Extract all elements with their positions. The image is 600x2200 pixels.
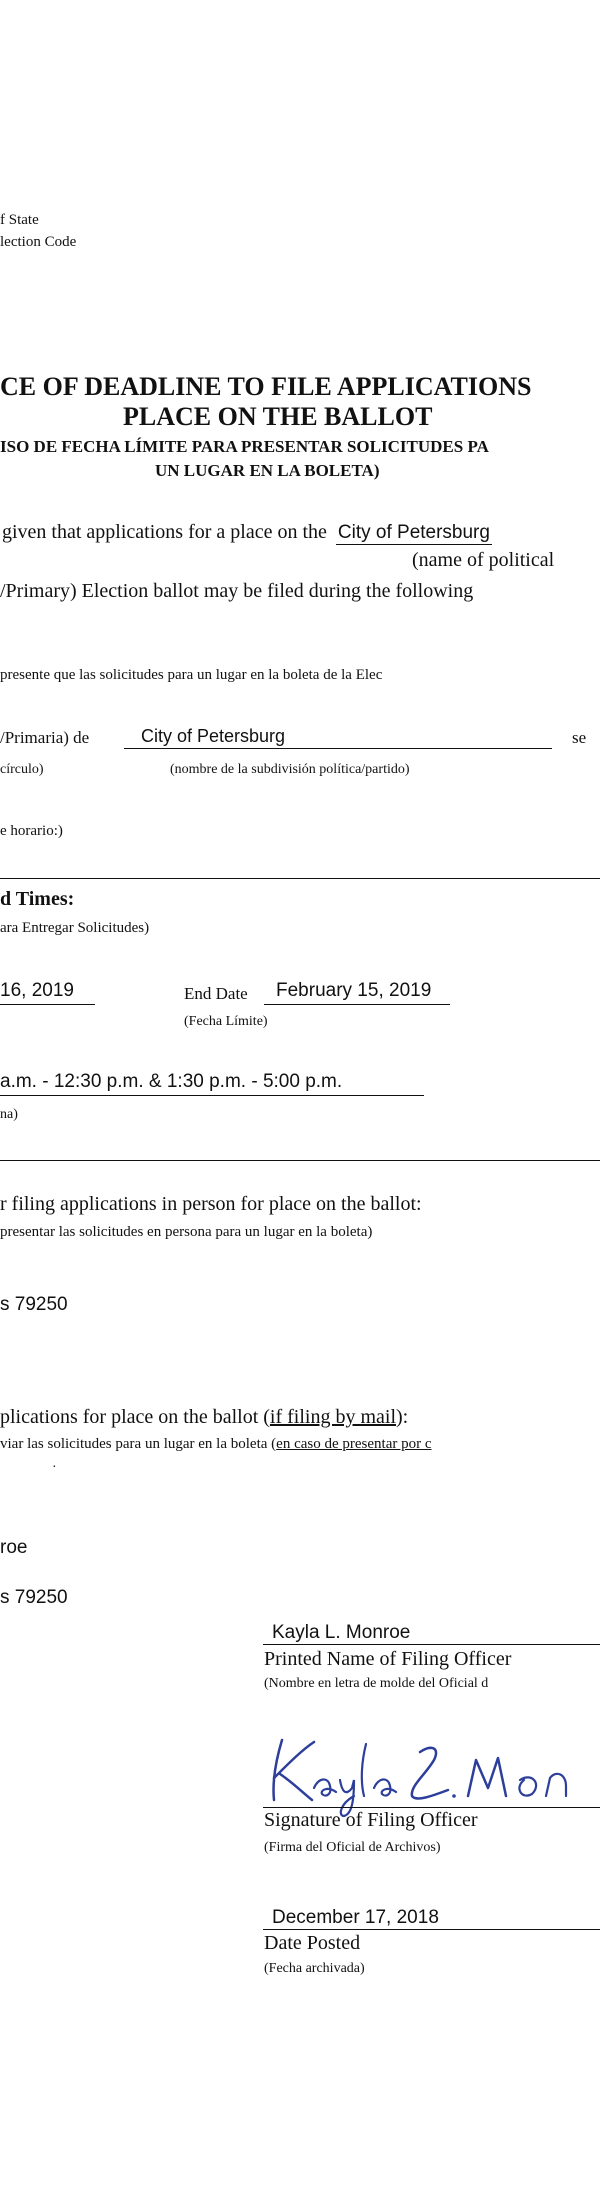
by-mail-heading-es-prefix: viar las solicitudes para un lugar en la boleta ( <box>0 1436 277 1452</box>
intro-es-line-1: presente que las solicitudes para un lugar en la boleta de la Elec <box>0 667 383 683</box>
printed-name-label-es: (Nombre en letra de molde del Oficial d <box>264 1676 489 1691</box>
in-person-heading: r filing applications in person for place on the ballot: <box>0 1193 422 1215</box>
by-mail-address: s 79250 <box>0 1587 68 1608</box>
stray-mark: · <box>52 1460 57 1475</box>
date-posted-underline <box>263 1929 600 1930</box>
es-subdivision-underline <box>124 748 552 749</box>
intro-es-line-3-right: (nombre de la subdivisión política/partido) <box>170 762 410 777</box>
political-subdivision-value-text: City of Petersburg <box>337 522 490 543</box>
date-posted-label: Date Posted <box>264 1932 361 1954</box>
intro-es-line-2-suffix: se <box>572 728 587 747</box>
in-person-heading-es: presentar las solicitudes en persona para un lugar en la boleta) <box>0 1224 373 1240</box>
by-mail-heading-suffix: ): <box>396 1406 409 1428</box>
end-date-label: End Date <box>184 984 248 1003</box>
signature-label: Signature of Filing Officer <box>264 1809 478 1831</box>
signature-image <box>262 1730 600 1810</box>
dates-heading: d Times: <box>0 888 75 910</box>
by-mail-heading-es <box>0 1436 432 1453</box>
start-date-underline <box>0 1004 95 1005</box>
intro-es-line-4: e horario:) <box>0 823 63 839</box>
intro-es-line-3-left: círculo) <box>0 762 44 777</box>
intro-es-line-2-prefix: /Primaria) de <box>0 728 90 747</box>
start-date-value: 16, 2019 <box>0 980 74 1001</box>
political-subdivision-value <box>336 521 492 545</box>
by-mail-heading-link: if filing by mail <box>269 1406 397 1428</box>
divider-top <box>0 878 600 879</box>
date-posted-label-es: (Fecha archivada) <box>264 1961 365 1976</box>
printed-name-underline <box>263 1644 600 1645</box>
printed-name-label: Printed Name of Filing Officer <box>264 1648 512 1670</box>
office-hours-underline <box>0 1095 424 1096</box>
end-date-underline <box>264 1004 450 1005</box>
title-spanish-2: UN LUGAR EN LA BOLETA) <box>155 461 380 480</box>
header-line-1: f State <box>0 212 39 228</box>
end-date-label-es: (Fecha Límite) <box>184 1014 268 1029</box>
by-mail-heading-prefix: plications for place on the ballot ( <box>0 1406 270 1428</box>
title-english-1: CE OF DEADLINE TO FILE APPLICATIONS <box>0 372 532 401</box>
title-spanish-1: ISO DE FECHA LÍMITE PARA PRESENTAR SOLICITUDES PA <box>0 437 489 456</box>
intro-en-line-2: (name of political <box>412 549 555 571</box>
intro-en-line-1 <box>2 521 492 545</box>
intro-en-line-3: /Primary) Election ballot may be filed during the following <box>0 580 474 602</box>
office-hours-value: a.m. - 12:30 p.m. & 1:30 p.m. - 5:00 p.m. <box>0 1071 343 1092</box>
intro-en-line-1-text: given that applications for a place on the <box>2 521 327 543</box>
title-english-2: PLACE ON THE BALLOT <box>123 402 433 431</box>
by-mail-heading <box>0 1406 408 1429</box>
printed-name-value: Kayla L. Monroe <box>272 1622 411 1643</box>
signature-label-es: (Firma del Oficial de Archivos) <box>264 1840 441 1855</box>
end-date-value: February 15, 2019 <box>276 980 432 1001</box>
by-mail-name: roe <box>0 1537 28 1558</box>
divider-middle <box>0 1160 600 1161</box>
in-person-address: s 79250 <box>0 1294 68 1315</box>
date-posted-value: December 17, 2018 <box>272 1907 439 1928</box>
signature-underline <box>263 1807 600 1808</box>
office-hours-es: na) <box>0 1107 18 1122</box>
header-line-2: lection Code <box>0 234 77 250</box>
intro-es-line-2-value: City of Petersburg <box>141 726 286 746</box>
by-mail-heading-es-link: en caso de presentar por c <box>276 1436 432 1452</box>
dates-heading-es: ara Entregar Solicitudes) <box>0 920 150 936</box>
